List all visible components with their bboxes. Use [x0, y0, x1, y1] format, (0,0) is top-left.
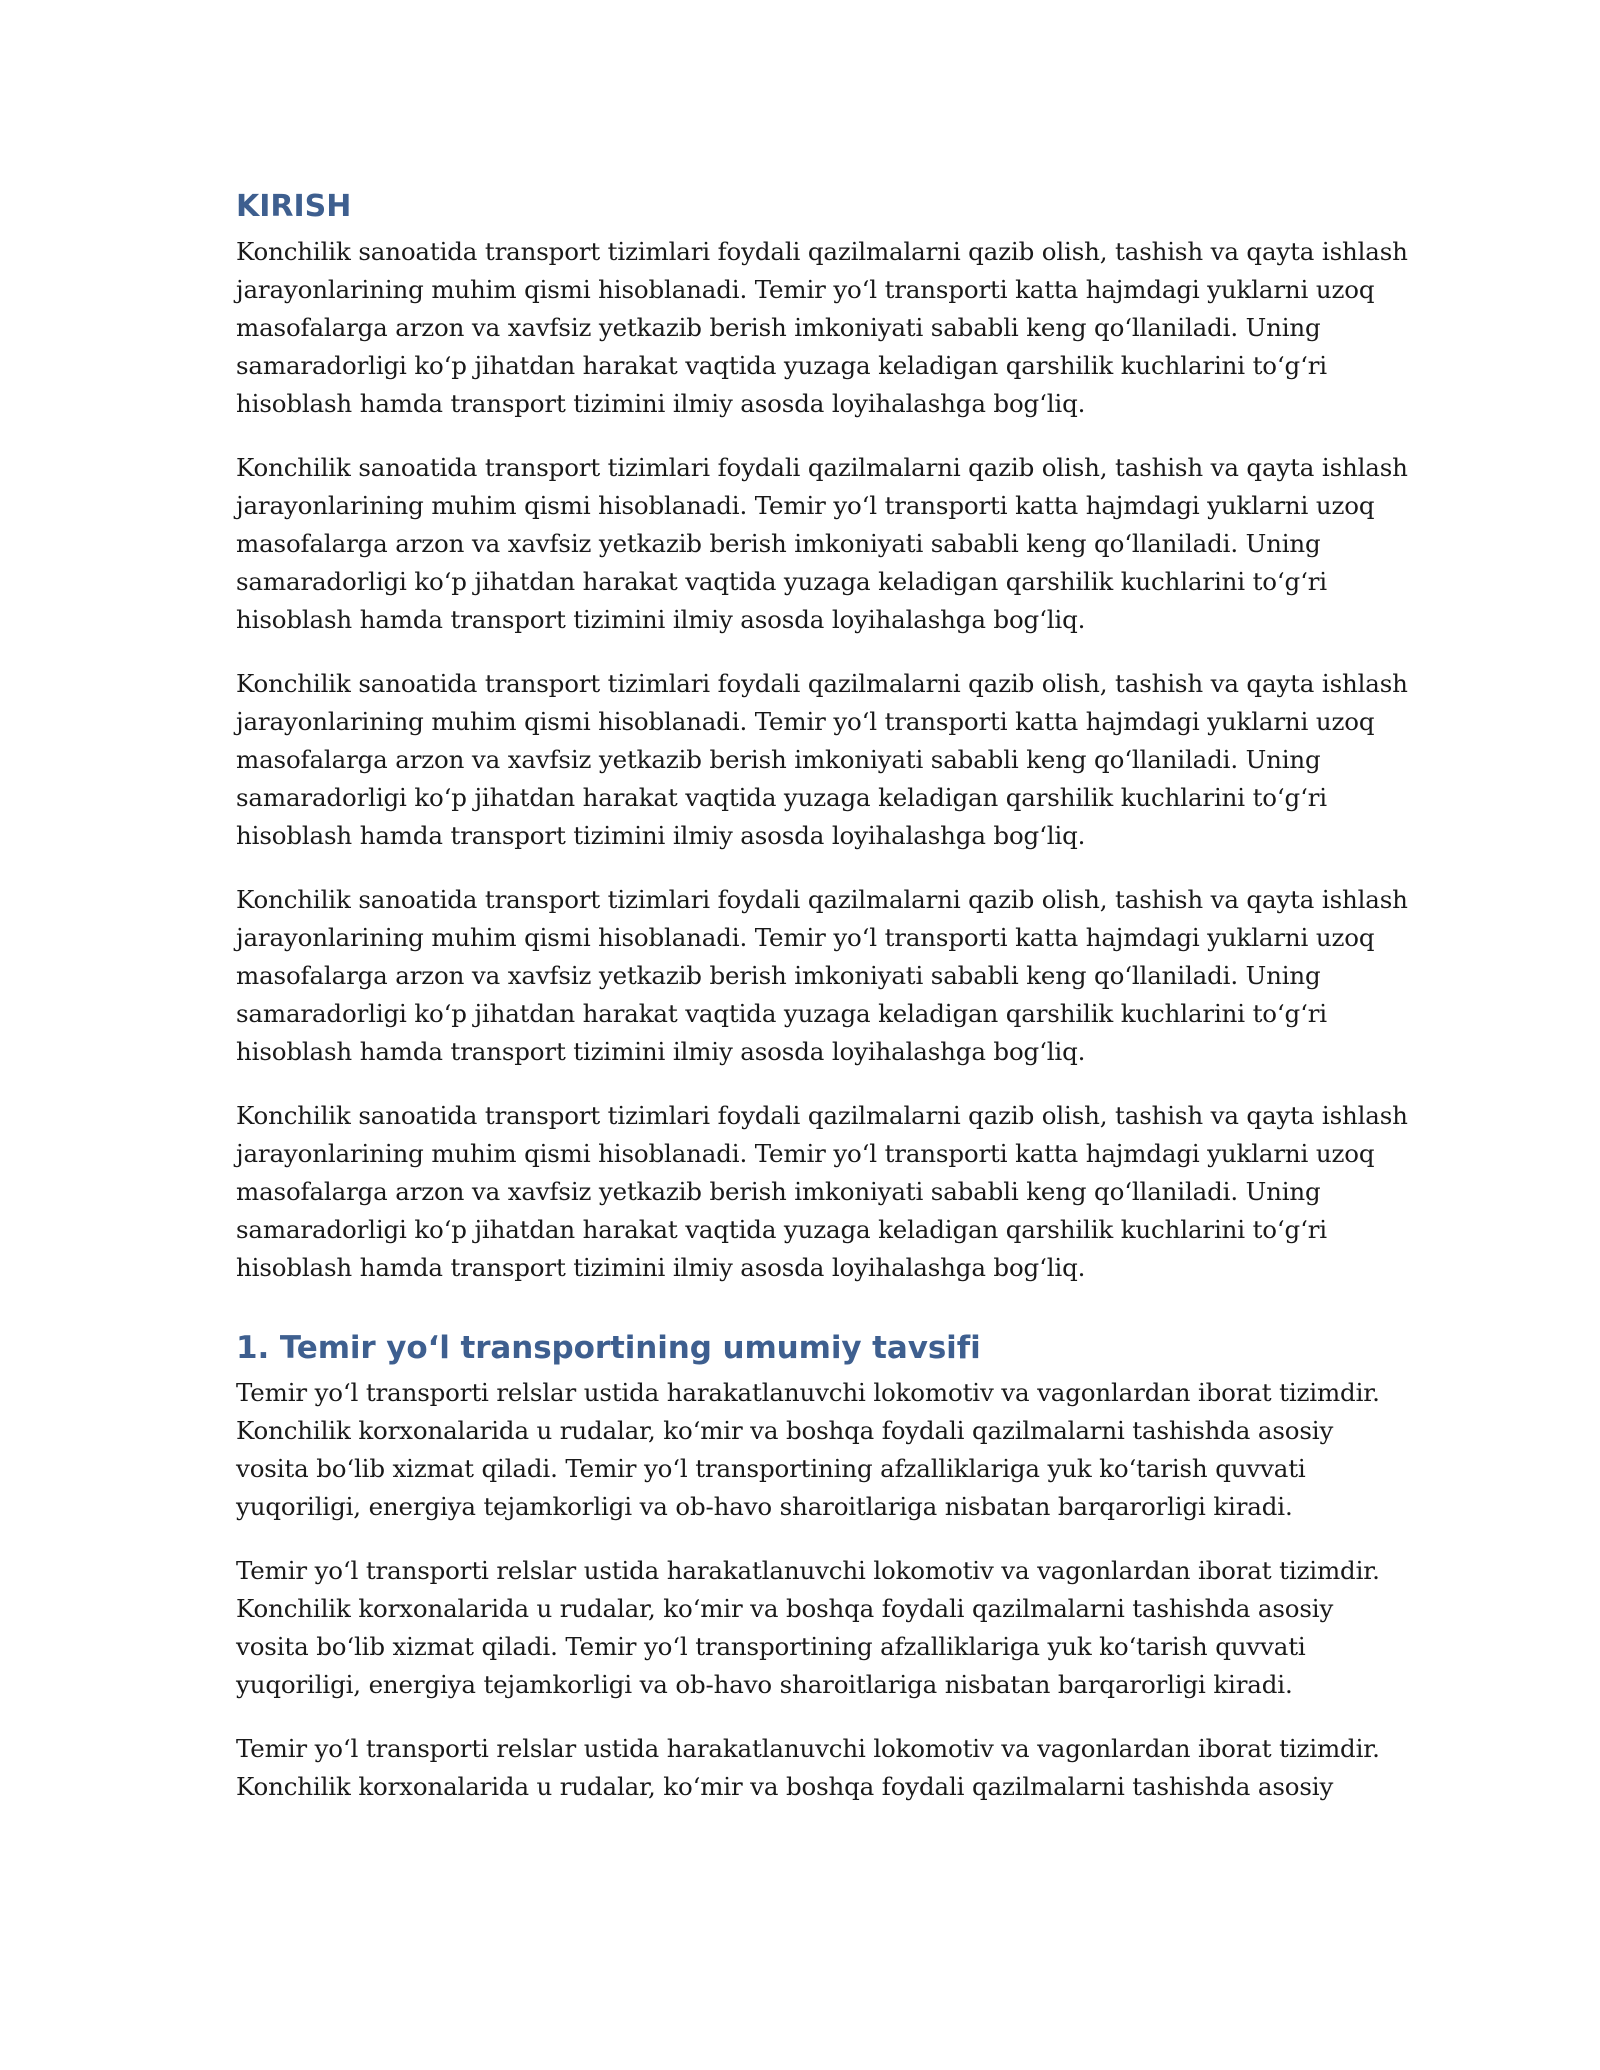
text-line: jarayonlarining muhim qismi hisoblanadi. Temir yo‘l transporti katta hajmdagi yuklarni uzoq — [236, 706, 1375, 736]
text-line: masofalarga arzon va xavfsiz yetkazib berish imkoniyati sababli keng qo‘llaniladi. Uning — [236, 312, 1321, 342]
text-line: hisoblash hamda transport tizimini ilmiy asosda loyihalashga bog‘liq. — [236, 820, 1086, 850]
text-line: Konchilik sanoatida transport tizimlari foydali qazilmalarni qazib olish, tashish va qayta ishlash — [236, 668, 1408, 698]
text-line: jarayonlarining muhim qismi hisoblanadi. Temir yo‘l transporti katta hajmdagi yuklarni uzoq — [236, 274, 1375, 304]
text-line: masofalarga arzon va xavfsiz yetkazib berish imkoniyati sababli keng qo‘llaniladi. Uning — [236, 1176, 1321, 1206]
text-line: hisoblash hamda transport tizimini ilmiy asosda loyihalashga bog‘liq. — [236, 1036, 1086, 1066]
section-railway-overview — [236, 1331, 1386, 1807]
text-line: jarayonlarining muhim qismi hisoblanadi. Temir yo‘l transporti katta hajmdagi yuklarni uzoq — [236, 490, 1375, 520]
document-content — [236, 189, 1408, 1806]
paragraph — [236, 1730, 1386, 1806]
text-line: Konchilik korxonalarida u rudalar, ko‘mir va boshqa foydali qazilmalarni tashishda asosiy — [236, 1772, 1334, 1802]
section-heading: 1. Temir yo‘l transportining umumiy tavsifi — [236, 1329, 981, 1366]
text-line: hisoblash hamda transport tizimini ilmiy asosda loyihalashga bog‘liq. — [236, 604, 1086, 634]
text-line: samaradorligi ko‘p jihatdan harakat vaqtida yuzaga keladigan qarshilik kuchlarini to‘g‘ri — [236, 998, 1327, 1028]
text-line: yuqoriligi, energiya tejamkorligi va ob-havo sharoitlariga nisbatan barqarorligi kiradi. — [236, 1670, 1293, 1700]
text-line: samaradorligi ko‘p jihatdan harakat vaqtida yuzaga keladigan qarshilik kuchlarini to‘g‘ri — [236, 566, 1327, 596]
text-line: Konchilik sanoatida transport tizimlari foydali qazilmalarni qazib olish, tashish va qayta ishlash — [236, 1100, 1408, 1130]
text-line: Konchilik sanoatida transport tizimlari foydali qazilmalarni qazib olish, tashish va qayta ishlash — [236, 452, 1408, 482]
text-line: samaradorligi ko‘p jihatdan harakat vaqtida yuzaga keladigan qarshilik kuchlarini to‘g‘ri — [236, 1214, 1327, 1244]
text-line: Temir yo‘l transporti relslar ustida harakatlanuvchi lokomotiv va vagonlardan iborat tizimdir. — [236, 1378, 1380, 1408]
text-line: yuqoriligi, energiya tejamkorligi va ob-havo sharoitlariga nisbatan barqarorligi kiradi. — [236, 1492, 1293, 1522]
paragraph — [236, 881, 1408, 1071]
text-line: Konchilik sanoatida transport tizimlari foydali qazilmalarni qazib olish, tashish va qayta ishlash — [236, 884, 1408, 914]
text-line: hisoblash hamda transport tizimini ilmiy asosda loyihalashga bog‘liq. — [236, 1252, 1086, 1282]
text-line: jarayonlarining muhim qismi hisoblanadi. Temir yo‘l transporti katta hajmdagi yuklarni uzoq — [236, 1138, 1375, 1168]
text-line: Temir yo‘l transporti relslar ustida harakatlanuvchi lokomotiv va vagonlardan iborat tizimdir. — [236, 1734, 1380, 1764]
text-line: vosita bo‘lib xizmat qiladi. Temir yo‘l transportining afzalliklariga yuk ko‘tarish quvvati — [236, 1632, 1306, 1662]
paragraph — [236, 1552, 1386, 1704]
text-line: Temir yo‘l transporti relslar ustida harakatlanuvchi lokomotiv va vagonlardan iborat tizimdir. — [236, 1556, 1380, 1586]
text-line: masofalarga arzon va xavfsiz yetkazib berish imkoniyati sababli keng qo‘llaniladi. Uning — [236, 528, 1321, 558]
text-line: Konchilik sanoatida transport tizimlari foydali qazilmalarni qazib olish, tashish va qayta ishlash — [236, 236, 1408, 266]
text-line: Konchilik korxonalarida u rudalar, ko‘mir va boshqa foydali qazilmalarni tashishda asosiy — [236, 1416, 1334, 1446]
section-heading: KIRISH — [236, 189, 352, 224]
paragraph — [236, 1374, 1386, 1526]
section-introduction — [236, 189, 1408, 1287]
text-line: Konchilik korxonalarida u rudalar, ko‘mir va boshqa foydali qazilmalarni tashishda asosiy — [236, 1594, 1334, 1624]
paragraph — [236, 665, 1408, 855]
text-line: hisoblash hamda transport tizimini ilmiy asosda loyihalashga bog‘liq. — [236, 388, 1086, 418]
text-line: jarayonlarining muhim qismi hisoblanadi. Temir yo‘l transporti katta hajmdagi yuklarni uzoq — [236, 922, 1375, 952]
text-line: samaradorligi ko‘p jihatdan harakat vaqtida yuzaga keladigan qarshilik kuchlarini to‘g‘ri — [236, 782, 1327, 812]
paragraph — [236, 233, 1408, 423]
text-line: masofalarga arzon va xavfsiz yetkazib berish imkoniyati sababli keng qo‘llaniladi. Uning — [236, 744, 1321, 774]
text-line: masofalarga arzon va xavfsiz yetkazib berish imkoniyati sababli keng qo‘llaniladi. Uning — [236, 960, 1321, 990]
paragraph — [236, 449, 1408, 639]
paragraph — [236, 1097, 1408, 1287]
text-line: samaradorligi ko‘p jihatdan harakat vaqtida yuzaga keladigan qarshilik kuchlarini to‘g‘ri — [236, 350, 1327, 380]
text-line: vosita bo‘lib xizmat qiladi. Temir yo‘l transportining afzalliklariga yuk ko‘tarish quvvati — [236, 1454, 1306, 1484]
